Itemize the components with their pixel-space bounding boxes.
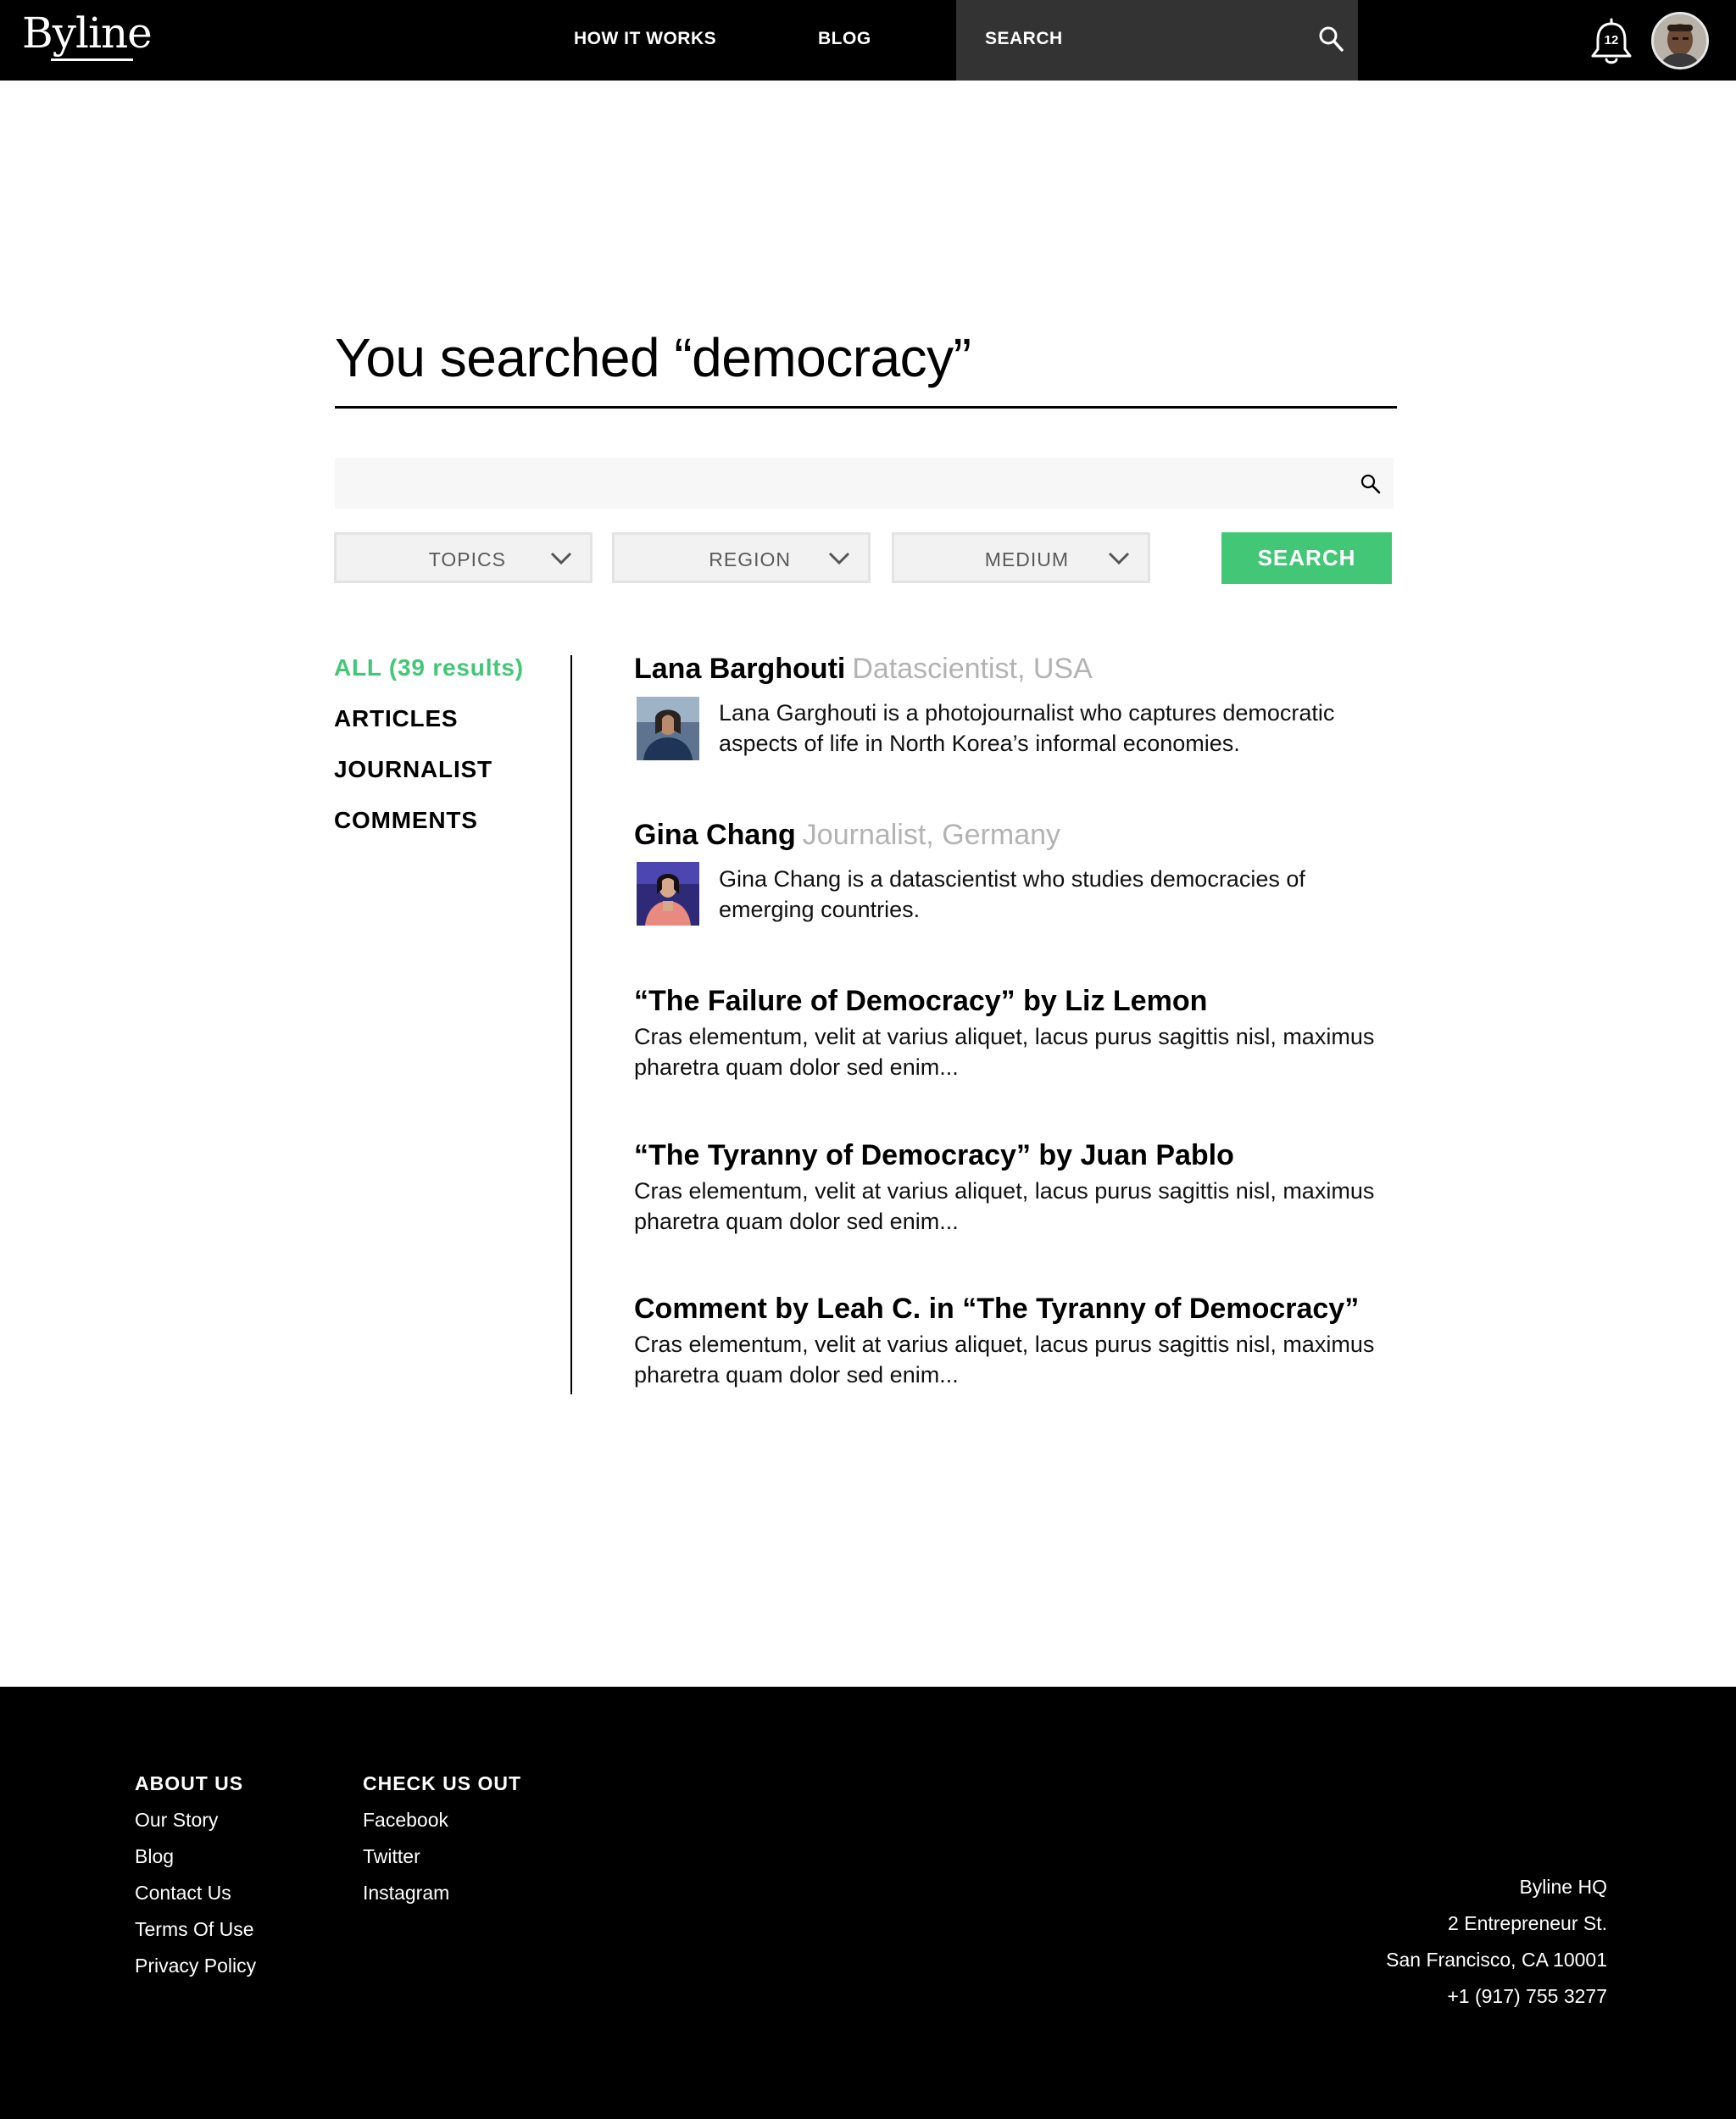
medium-dropdown-label: MEDIUM — [984, 548, 1069, 570]
byline-logo[interactable]: Byline — [22, 8, 152, 58]
result-comment-excerpt: Cras elementum, velit at varius aliquet, lacus purus sagittis nisl, maximus pharetra quam dolor sed enim... — [634, 1332, 1375, 1388]
footer-check-heading: CHECK US OUT — [363, 1772, 522, 1794]
column-divider — [570, 655, 572, 1394]
top-navbar — [0, 0, 1736, 81]
footer-link-terms-of-use[interactable]: Terms Of Use — [135, 1918, 254, 1940]
footer-link-blog[interactable]: Blog — [135, 1845, 175, 1867]
search-input[interactable] — [335, 458, 1394, 509]
page-title: You searched “democracy” — [335, 327, 971, 388]
footer-link-privacy-policy[interactable]: Privacy Policy — [135, 1955, 257, 1977]
footer-address-name: Byline HQ — [1519, 1876, 1607, 1898]
person-photo — [637, 697, 699, 760]
search-button[interactable]: SEARCH — [1221, 532, 1392, 584]
region-dropdown[interactable] — [612, 532, 871, 583]
user-avatar[interactable] — [1651, 12, 1709, 70]
result-person-name: Lana Barghouti — [634, 653, 846, 685]
result-article-title[interactable]: “The Failure of Democracy” by Liz Lemon — [634, 985, 1208, 1017]
footer-address-phone[interactable]: +1 (917) 755 3277 — [1447, 1985, 1607, 2007]
filter-journalist[interactable]: JOURNALIST — [334, 756, 492, 782]
search-icon[interactable] — [1360, 473, 1382, 495]
footer-link-twitter[interactable]: Twitter — [363, 1845, 420, 1867]
footer-link-facebook[interactable]: Facebook — [363, 1809, 449, 1831]
footer-link-contact-us[interactable]: Contact Us — [135, 1882, 231, 1904]
result-person-role: Datascientist, USA — [852, 653, 1093, 685]
result-person-description: Gina Chang is a datascientist who studies democracies of emerging countries. — [719, 866, 1305, 922]
chevron-down-icon — [550, 552, 572, 565]
footer — [0, 1687, 1736, 2119]
footer-address-city: San Francisco, CA 10001 — [1386, 1949, 1607, 1971]
result-person-name: Gina Chang — [634, 819, 796, 851]
chevron-down-icon — [1108, 552, 1130, 565]
nav-search-box[interactable] — [956, 0, 1358, 81]
result-article-excerpt: Cras elementum, velit at varius aliquet, lacus purus sagittis nisl, maximus pharetra quam dolor sed enim... — [634, 1178, 1375, 1234]
footer-link-our-story[interactable]: Our Story — [135, 1809, 219, 1831]
nav-blog[interactable]: BLOG — [818, 29, 871, 48]
footer-about-heading: ABOUT US — [135, 1772, 244, 1794]
result-person-description: Lana Garghouti is a photojournalist who captures democratic aspects of life in North Korea’s informal economies. — [719, 700, 1335, 756]
topics-dropdown-label: TOPICS — [428, 548, 506, 570]
logo-underline — [51, 58, 133, 61]
result-person-thumbnail[interactable] — [637, 697, 699, 760]
filter-all[interactable]: ALL (39 results) — [334, 654, 524, 681]
nav-search-label: SEARCH — [985, 29, 1063, 48]
search-field[interactable] — [335, 458, 1394, 509]
notification-count: 12 — [1604, 33, 1619, 47]
avatar-photo — [1654, 14, 1706, 67]
person-photo — [637, 862, 699, 926]
result-person-thumbnail[interactable] — [637, 862, 699, 926]
result-article-excerpt: Cras elementum, velit at varius aliquet, lacus purus sagittis nisl, maximus pharetra quam dolor sed enim... — [634, 1024, 1375, 1080]
result-article-title[interactable]: “The Tyranny of Democracy” by Juan Pablo — [634, 1139, 1234, 1171]
filter-articles[interactable]: ARTICLES — [334, 705, 459, 731]
topics-dropdown[interactable] — [334, 532, 593, 583]
footer-link-instagram[interactable]: Instagram — [363, 1882, 450, 1904]
search-icon[interactable] — [1317, 25, 1344, 53]
nav-how-it-works[interactable]: HOW IT WORKS — [574, 29, 717, 48]
medium-dropdown[interactable] — [892, 532, 1150, 583]
result-person-title[interactable] — [634, 653, 1093, 686]
result-comment-title[interactable]: Comment by Leah C. in “The Tyranny of Democracy” — [634, 1293, 1360, 1325]
title-divider — [335, 406, 1397, 409]
result-person-title[interactable] — [634, 819, 1060, 852]
filter-comments[interactable]: COMMENTS — [334, 807, 478, 833]
result-person-role: Journalist, Germany — [802, 819, 1061, 851]
chevron-down-icon — [828, 552, 850, 565]
region-dropdown-label: REGION — [709, 548, 791, 570]
footer-address-street: 2 Entrepreneur St. — [1448, 1912, 1607, 1934]
